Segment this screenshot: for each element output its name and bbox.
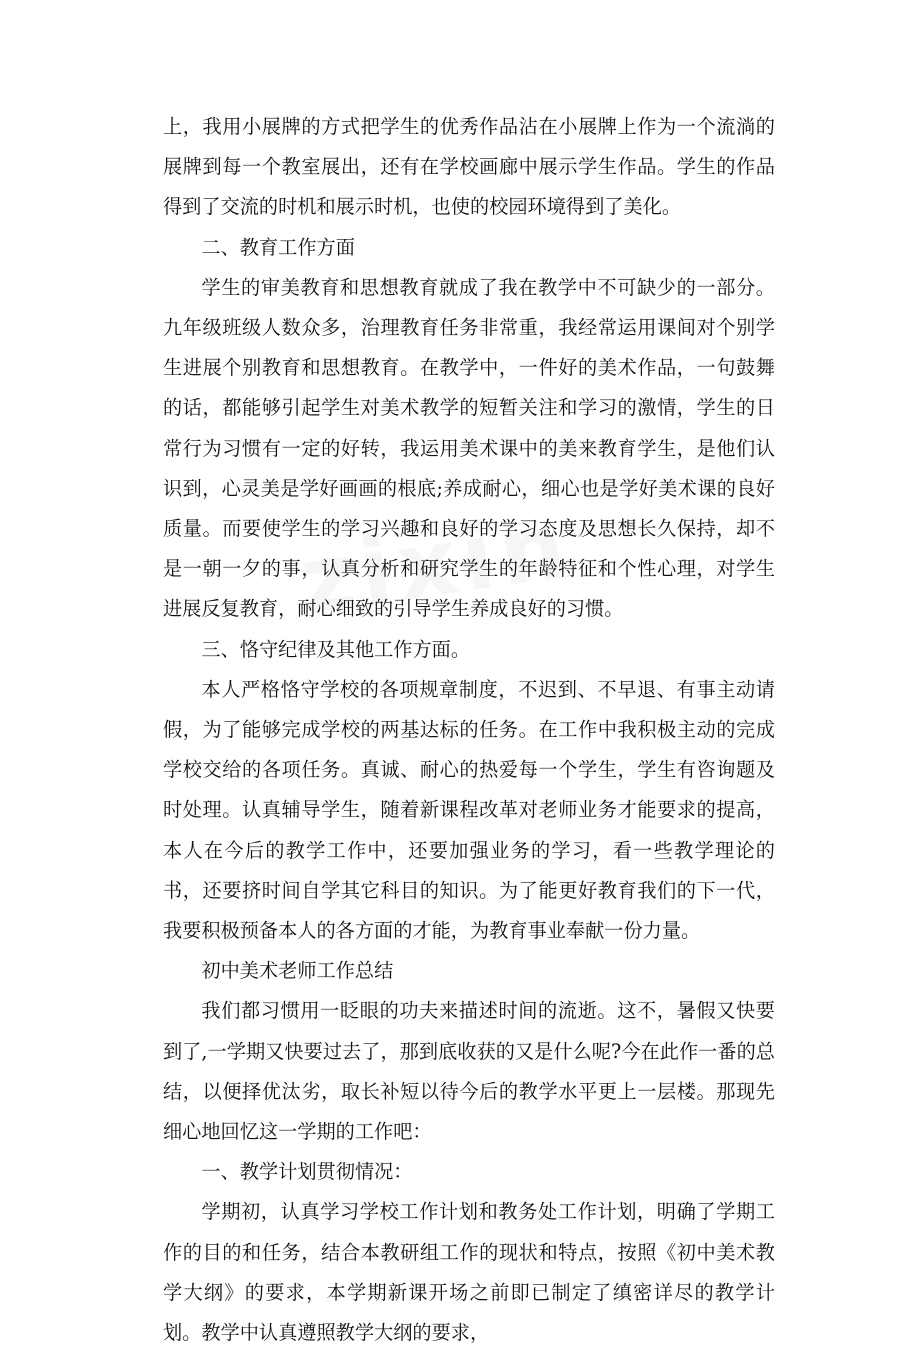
document-title: 初中美术老师工作总结	[201, 959, 394, 983]
section-heading-teaching-plan: 一、教学计划贯彻情况：	[201, 1160, 413, 1184]
paragraph-intro: 我们都习惯用一眨眼的功夫来描述时间的流逝。这不，暑假又快要到了,一学期又快要过去了，那到底收获的又是什么呢?今在此作一番的总结，以便择优汰劣，取长补短以待今后的教学水平更上一层楼。那现先细心地回忆这一学期的工作吧：	[163, 999, 775, 1144]
document-body	[163, 107, 775, 1353]
paragraph-teaching-plan: 学期初，认真学习学校工作计划和教务处工作计划，明确了学期工作的目的和任务，结合本教研组工作的现状和特点，按照《初中美术教学大纲》的要求，本学期新课开场之前即已制定了缜密详尽的教学计划。教学中认真遵照教学大纲的要求，	[163, 1200, 775, 1345]
section-heading-discipline: 三、恪守纪律及其他工作方面。	[201, 637, 471, 661]
paragraph-continuation: 上，我用小展牌的方式把学生的优秀作品沾在小展牌上作为一个流淌的展牌到每一个教室展出，还有在学校画廊中展示学生作品。学生的作品得到了交流的时机和展示时机，也使的校园环境得到了美化。	[163, 115, 775, 219]
section-heading-education: 二、教育工作方面	[201, 235, 355, 259]
paragraph-discipline: 本人严格恪守学校的各项规章制度，不迟到、不早退、有事主动请假，为了能够完成学校的两基达标的任务。在工作中我积极主动的完成学校交给的各项任务。真诚、耐心的热爱每一个学生，学生有咨询题及时处理。认真辅导学生，随着新课程改革对老师业务才能要求的提高，本人在今后的教学工作中，还要加强业务的学习，看一些教学理论的书，还要挤时间自学其它科目的知识。为了能更好教育我们的下一代，我要积极预备本人的各方面的才能，为教育事业奉献一份力量。	[163, 677, 775, 943]
paragraph-education: 学生的审美教育和思想教育就成了我在教学中不可缺少的一部分。九年级班级人数众多，治理教育任务非常重，我经常运用课间对个别学生进展个别教育和思想教育。在教学中，一件好的美术作品，一句鼓舞的话，都能够引起学生对美术教学的短暂关注和学习的激情，学生的日常行为习惯有一定的好转，我运用美术课中的美来教育学生，是他们认识到，心灵美是学好画画的根底;养成耐心，细心也是学好美术课的良好质量。而要使学生的学习兴趣和良好的学习态度及思想长久保持，却不是一朝一夕的事，认真分析和研究学生的年龄特征和个性心理，对学生进展反复教育，耐心细致的引导学生养成良好的习惯。	[163, 275, 775, 621]
